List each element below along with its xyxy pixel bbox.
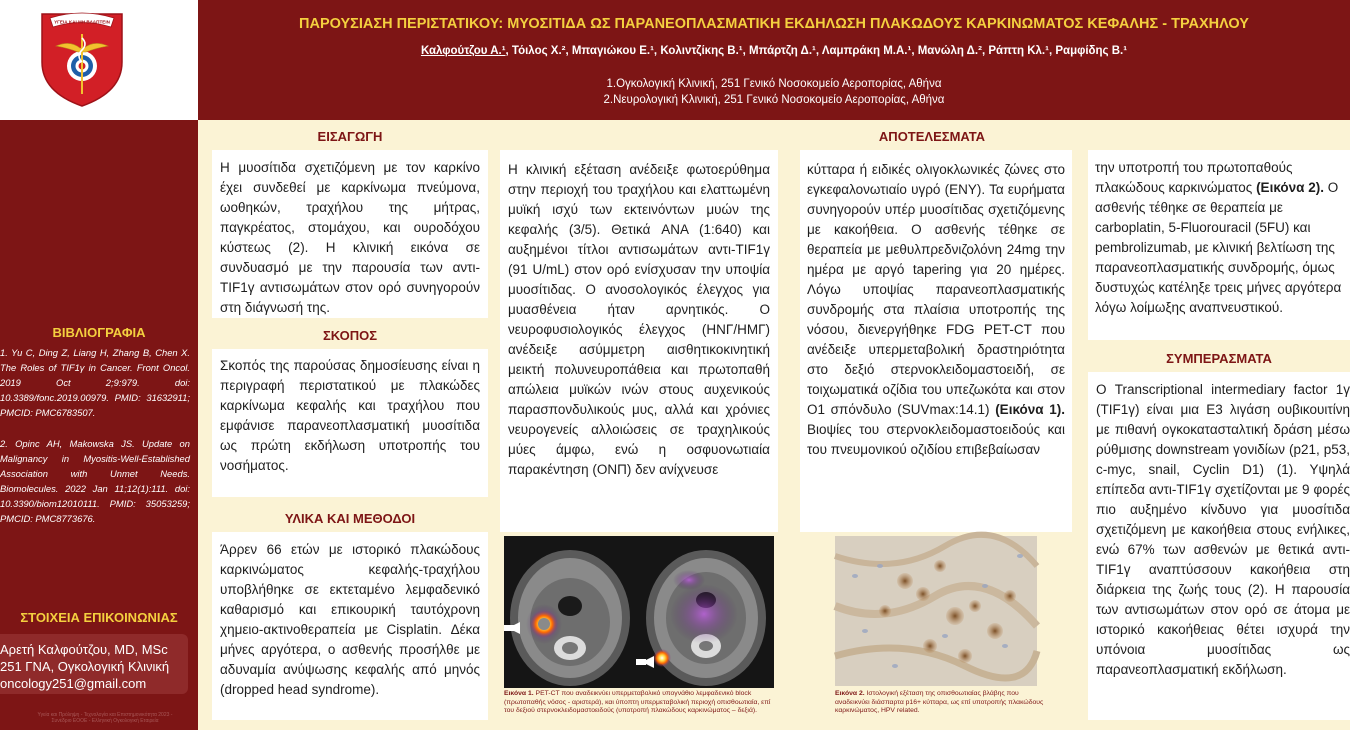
bibliography-heading: ΒΙΒΛΙΟΓΡΑΦΙΑ bbox=[52, 325, 146, 340]
logo-ribbon-text: ΥΓΕΙΑ ΚΑΙ ΜΗ ΒΛΑΠΤΕΙΝ bbox=[54, 19, 110, 25]
results-figure-ref-2: (Εικόνα 2). bbox=[1256, 180, 1324, 195]
figure-2-label: Εικόνα 2. bbox=[835, 690, 865, 697]
results2-text-part-1: την υποτροπή του πρωτοπαθούς πλακώδους καρκινώματος bbox=[1095, 160, 1293, 195]
contact-heading: ΣΤΟΙΧΕΙΑ ΕΠΙΚΟΙΝΩΝΙΑΣ bbox=[20, 610, 178, 625]
affiliation-2: 2.Νευρολογική Κλινική, 251 Γενικό Νοσοκομείο Αεροπορίας, Αθήνα bbox=[603, 94, 945, 106]
results-figure-ref-1: (Εικόνα 1). bbox=[995, 402, 1066, 417]
pet-ct-image bbox=[504, 536, 774, 688]
figure-1-caption-text: PET-CT που αναδεικνύει υπερμεταβολικό υπογνάθιο λεμφαδενικό block (πρωτοπαθής νόσος - αριστερά), και ύποπτη υπερμεταβολική περιοχή οπισθοωτιαία, επί του δεξιού στερνοκλειδομαστοειδούς (υποτροπή πλακώδους καρκινώματος – δεξιά). bbox=[504, 690, 771, 714]
intro-text: Η μυοσίτιδα σχετιζόμενη με τον καρκίνο έχει συνδεθεί με καρκίνωμα πνεύμονα, ωοθηκών, τραχήλου της μήτρας, παγκρέατος, στομάχου, και ουροδόχου κύστεως (2). Η κλινική εικόνα σε συνδυασμό με την παρουσία των αντι-TIF1γ αντισωμάτων στον ορό συνηγορούν στη διάγνωσή της. bbox=[220, 160, 480, 315]
clinical-text: Η κλινική εξέταση ανέδειξε φωτοερύθημα στην περιοχή του τραχήλου και ελαττωμένη μυϊκή ισχύ των εκτεινόντων μυών της κεφαλής (3/5). Θετικά ANA (1:640) και αυξημένοι τίτλοι αντισωμάτων αντι-TIF1γ (91 U/mL) στον ορό ενίσχυσαν την υποψία μυοσίτιδας. Ο ανοσολογικός έλεγχος για μυασθένεια ήταν αρνητικός. Ο νευροφυσιολογικός έλεγχος (ΗΝΓ/ΗΜΓ) ανέδειξε ασύμμετρη αισθητικοκινητική μεικτή πολυνευροπάθεια και πρωτοπαθή απώλεια μυϊκών ινών στους αυχενικούς παρασπονδυλικούς μυς, αλλά και χρόνιες νευρογενείς αλλοιώσεις σε τραχηλικούς μύες άμφω, ενώ η οσφυονωτιαία παρακέντηση (ΟΝΠ) δεν ανίχνευσε bbox=[508, 162, 770, 477]
contact-department: 251 ΓΝΑ, Ογκολογική Κλινική bbox=[0, 659, 170, 674]
poster-title: ΠΑΡΟΥΣΙΑΣΗ ΠΕΡΙΣΤΑΤΙΚΟΥ: ΜΥΟΣΙΤΙΔΑ ΩΣ ΠΑΡΑΝΕΟΠΛΑΣΜΑΤΙΚΗ ΕΚΔΗΛΩΣΗ ΠΛΑΚΩΔΟΥΣ ΚΑΡΚΙΝΩΜΑΤΟΣ ΚΕΦΑΛΗΣ - ΤΡΑΧΗΛΟΥ bbox=[299, 16, 1249, 32]
reference-2: 2. Opinc AH, Makowska JS. Update on Malignancy in Myositis-Well-Established Association with Unmet Needs. Biomolecules. 2022 Jan 11;12(1):111. doi: 10.3390/biom12010111. PMID: 35053259; PMCID: PMC8773676. bbox=[0, 438, 190, 524]
poster-header bbox=[198, 0, 1350, 120]
results2-text-part-2: Ο ασθενής τέθηκε σε θεραπεία με carboplatin, 5-Fluorouracil (5FU) και pembrolizumab, με κλινική βελτίωση της παρανεοπλασματικής συνδρομής, όμως δυστυχώς κατέληξε τρεις μήνες αργότερα λόγω λοίμωξης αναπνευστικού. bbox=[1095, 180, 1342, 315]
reference-1: 1. Yu C, Ding Z, Liang H, Zhang B, Chen X. The Roles of TIF1γ in Cancer. Front Oncol. 2019 Oct 2;9:979. doi: 10.3389/fonc.2019.00979. PMID: 31632911; PMCID: PMC6783507. bbox=[0, 347, 190, 418]
results-heading: ΑΠΟΤΕΛΕΣΜΑΤΑ bbox=[878, 129, 986, 144]
aim-heading: ΣΚΟΠΟΣ bbox=[322, 328, 377, 343]
first-author: Καλφούτζου Α.¹ bbox=[420, 45, 506, 57]
intro-heading: ΕΙΣΑΓΩΓΗ bbox=[317, 129, 383, 144]
results-continued-text bbox=[1095, 158, 1350, 338]
results-text-part-1: κύτταρα ή ειδικές ολιγοκλωνικές ζώνες στο εγκεφαλονωτιαίο υγρό (ΕΝΥ). Τα ευρήματα συνηγορούν υπέρ μυοσίτιδας σχετιζόμενης με κακοήθεια. Ο ασθενής τέθηκε σε θεραπεία με μεθυλπρεδνιζολόνη 24mg την ημέρα με αργό tapering για 20 ημέρες. Λόγω υποψίας παρανεοπλασματικής συνδρομής στα πλαίσια υποτροπής της νόσου, διενεργήθηκε FDG PET-CT που ανέδειξε υπερμεταβολική δραστηριότητα στο δεξιό στερνοκλειδομαστοειδή, σε τοιχωματικά οζίδια του υπεζωκότα και στον Ο1 σπόνδυλο (SUVmax:14.1) bbox=[807, 162, 1065, 417]
figure-1-label: Εικόνα 1. bbox=[504, 690, 534, 697]
contact-email[interactable]: oncology251@gmail.com bbox=[0, 676, 147, 691]
figure-1-caption bbox=[504, 690, 778, 730]
results-text bbox=[807, 160, 1065, 530]
methods-text: Άρρεν 66 ετών με ιστορικό πλακώδους καρκινώματος κεφαλής-τραχήλου υποβλήθηκε σε εκτεταμένο λεμφαδενικό καθαρισμό και επικουρική ταυτόχρονη χημειο-ακτινοθεραπεία με Cisplatin. Δέκα μήνες αργότερα, ο ασθενής προσήλθε με αδυναμία ανύψωσης κεφαλής από μηνός (dropped head syndrome). bbox=[220, 542, 480, 697]
histology-image bbox=[835, 536, 1037, 686]
figure-2-caption-text: Ιστολογική εξέταση της οπισθοωτιαίας βλάβης που αναδεικνύει διάσπαρτα p16+ κύτταρα, ως επί υποτροπής πλακώδους καρκινώματος, HPV related. bbox=[835, 690, 1044, 714]
methods-heading: ΥΛΙΚΑ ΚΑΙ ΜΕΘΟΔΟΙ bbox=[284, 511, 416, 526]
figure-2-caption bbox=[835, 690, 1047, 730]
contact-name: Αρετή Καλφούτζου, MD, MSc bbox=[0, 642, 168, 657]
results-text-part-2: Βιοψίες του στερνοκλειδομαστοειδούς και του πνευμονικού οζιδίου επιβεβαίωσαν bbox=[807, 422, 1065, 457]
conclusions-heading: ΣΥΜΠΕΡΑΣΜΑΤΑ bbox=[1166, 351, 1272, 366]
affiliation-1: 1.Ογκολογική Κλινική, 251 Γενικό Νοσοκομείο Αεροπορίας, Αθήνα bbox=[606, 78, 942, 90]
other-authors: , Τόιλος Χ.², Μπαγιώκου Ε.¹, Κολιντζίκης Β.¹, Μπάρτζη Δ.¹, Λαμπράκη Μ.Α.¹, Μανώλη Δ.², Ράπτη Κλ.¹, Ραμφίδης Β.¹ bbox=[505, 45, 1128, 57]
conclusions-text: Ο Transcriptional intermediary factor 1γ (TIF1γ) είναι μια Ε3 λιγάση ουβικουιτίνη με πιθανή ογκοκατασταλτική δράση μέσω ρύθμισης downstream γονιδίων (p21, p53, c-myc, snail, Cyclin D1) (1). Υψηλά επίπεδα αντι-TIF1γ σχετίζονται με 9 φορές πιο αυξημένο κίνδυνο για μυοσίτιδα σχετιζόμενη με κακοήθεια στους ενήλικες, ενώ 67% των ασθενών με θετικά αντι-TIF1γ αναπτύσσουν κακοήθεια στη διάρκεια της ζωής τους (2). Η παρουσία των αντισωμάτων στον ορό σε άτομα με ιστορικό κακοήθειας θέτει ισχυρά την υπόνοια μυοσίτιδας ως παρανεοπλασματική εκδήλωση. bbox=[1096, 382, 1350, 677]
logo-area bbox=[0, 0, 198, 120]
author-list bbox=[198, 45, 1350, 57]
aim-text: Σκοπός της παρούσας δημοσίευσης είναι η περιγραφή περιστατικού με πλακώδες καρκίνωμα κεφαλής και τραχήλου που εμφάνισε παρανεοπλασματική μυοσίτιδα ως πρώτη εκδήλωση υποτροπής του νοσήματος. bbox=[220, 358, 480, 473]
hospital-logo bbox=[0, 0, 198, 120]
figure-1-pet-ct bbox=[504, 536, 774, 688]
sidebar-footnote: Υγεία και Πρόληψη - Τεχνολογία και Επιστημονικότητα 2023 - Συνέδριο ΕΟΟΕ - Ελληνική Ογκολογική Εταιρεία bbox=[37, 712, 173, 724]
figure-2-histology bbox=[835, 536, 1037, 686]
